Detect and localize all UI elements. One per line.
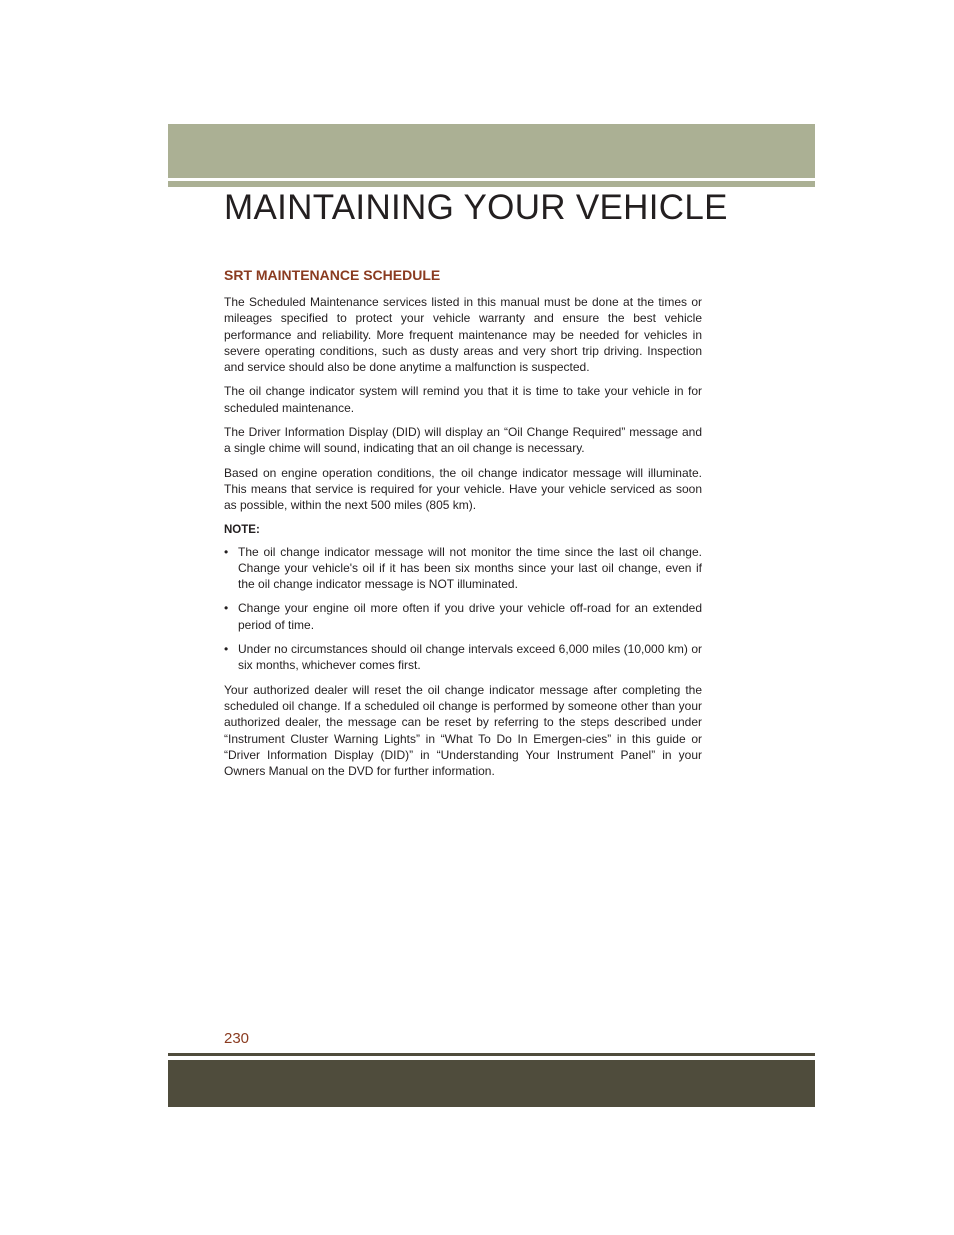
body-paragraph: The Driver Information Display (DID) will display an “Oil Change Required” message and a single chime will sound, indicating that an oil change is necessary. xyxy=(224,425,702,456)
note-bullet-item xyxy=(224,544,702,593)
note-bullet-item xyxy=(224,641,702,674)
footer-band xyxy=(168,1060,815,1107)
page-number: 230 xyxy=(224,1030,250,1047)
bullet-mark: • xyxy=(224,601,229,616)
page-content xyxy=(224,266,702,787)
bullet-text: Change your engine oil more often if you drive your vehicle off-road for an extended period of time. xyxy=(238,601,702,632)
note-bullet-list xyxy=(224,544,702,674)
body-paragraph: Based on engine operation conditions, the oil change indicator message will illuminate. This means that service is required for your vehicle. Have your vehicle serviced as soon as possible, within the next 500 miles (805 km). xyxy=(224,465,702,513)
bullet-text: Under no circumstances should oil change intervals exceed 6,000 miles (10,000 km) or six months, whichever comes first. xyxy=(238,642,702,673)
header-band xyxy=(168,124,815,178)
section-heading: SRT MAINTENANCE SCHEDULE xyxy=(224,267,441,283)
chapter-title: MAINTAINING YOUR VEHICLE xyxy=(224,188,728,227)
bullet-mark: • xyxy=(224,642,229,657)
bullet-text: The oil change indicator message will not monitor the time since the last oil change. Change your vehicle's oil if it has been six months since your last oil change, even if the oil change indicator message is NOT illuminated. xyxy=(238,544,702,592)
footer-stripe xyxy=(168,1053,815,1056)
body-paragraph: The Scheduled Maintenance services listed in this manual must be done at the times or mileages specified to protect your vehicle warranty and ensure the best vehicle performance and reliability. More frequent maintenance may be needed for vehicles in severe operating conditions, such as dusty areas and very short trip driving. Inspection and service should also be done anytime a malfunction is suspected. xyxy=(224,295,702,375)
note-bullet-item xyxy=(224,600,702,633)
closing-paragraph: Your authorized dealer will reset the oil change indicator message after completing the scheduled oil change. If a scheduled oil change is performed by someone other than your authorized dealer, the message can be reset by referring to the steps described under “Instrument Cluster Warning Lights” in “What To Do In Emergen-cies” in this guide or “Driver Information Display (DID)” in “Understanding Your Instrument Panel” in your Owners Manual on the DVD for further information. xyxy=(224,682,702,779)
bullet-mark: • xyxy=(224,544,229,559)
note-label: NOTE: xyxy=(224,523,260,536)
body-paragraph: The oil change indicator system will remind you that it is time to take your vehicle in for scheduled maintenance. xyxy=(224,384,702,415)
